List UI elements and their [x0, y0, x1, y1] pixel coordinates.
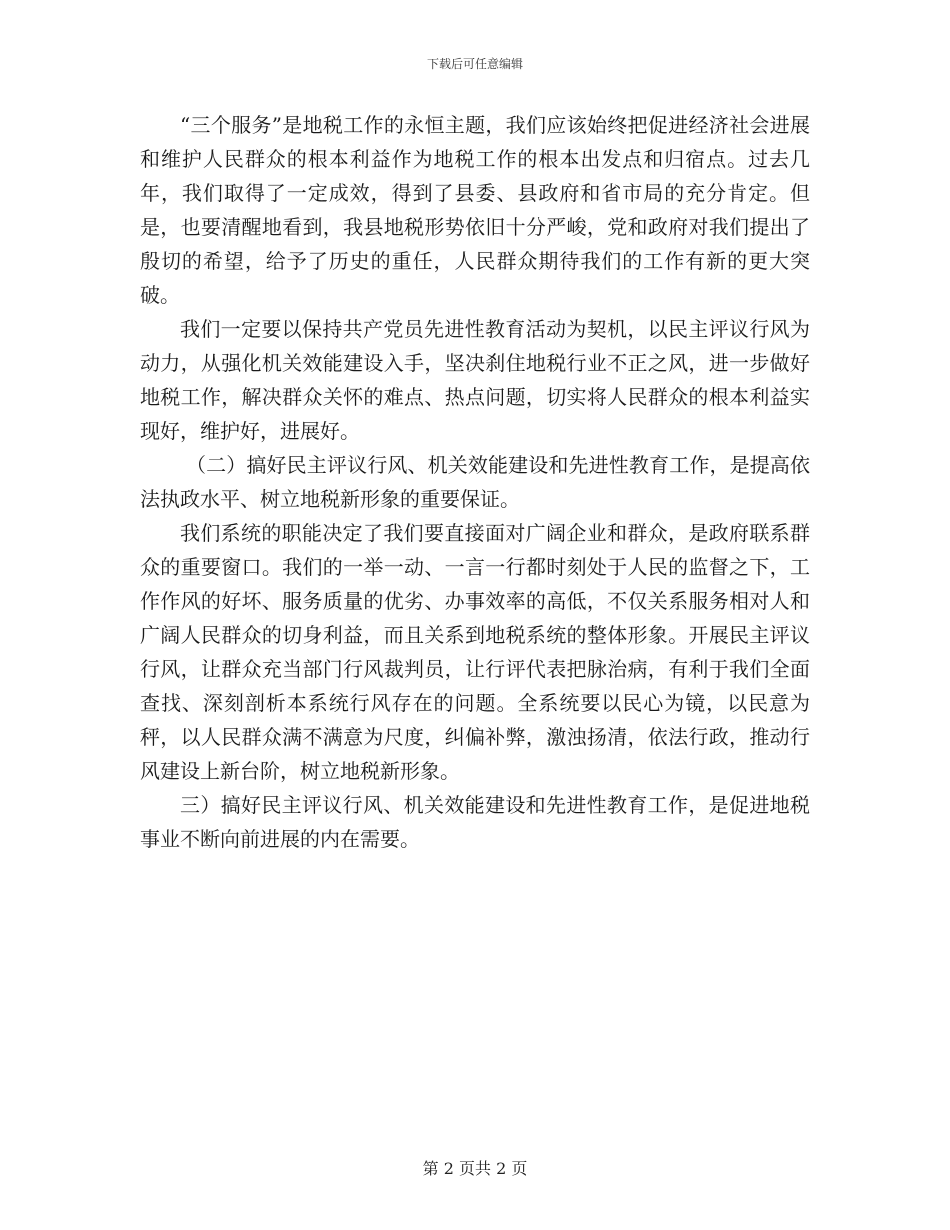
page-footer: 第 2 页共 2 页 [422, 1159, 528, 1178]
section-heading-three: 三）搞好民主评议行风、机关效能建设和先进性教育工作，是促进地税事业不断向前进展的内在需要。 [140, 793, 810, 851]
paragraph-system-functions: 我们系统的职能决定了我们要直接面对广阔企业和群众，是政府联系群众的重要窗口。我们的一举一动、一言一行都时刻处于人民的监督之下，工作作风的好坏、服务质量的优劣、办事效率的高低，不仅关系服务相对人和广阔人民群众的切身利益，而且关系到地税系统的整体形象。开展民主评议行风，让群众充当部门行风裁判员，让行评代表把脉治病，有利于我们全面查找、深刻剖析本系统行风存在的问题。全系统要以民心为镜，以民意为秤，以人民群众满不满意为尺度，纠偏补弊，激浊扬清，依法行政，推动行风建设上新台阶，树立地税新形象。 [140, 521, 810, 783]
document-body [140, 108, 810, 856]
paragraph-three-services: “三个服务”是地税工作的永恒主题，我们应该始终把促进经济社会进展和维护人民群众的根本利益作为地税工作的根本出发点和归宿点。过去几年，我们取得了一定成效，得到了县委、县政府和省市局的充分肯定。但是，也要清醒地看到，我县地税形势依旧十分严峻，党和政府对我们提出了殷切的希望，给予了历史的重任，人民群众期待我们的工作有新的更大突破。 [140, 113, 810, 307]
paragraph-education-activity: 我们一定要以保持共产党员先进性教育活动为契机，以民主评议行风为动力，从强化机关效能建设入手，坚决刹住地税行业不正之风，进一步做好地税工作，解决群众关怀的难点、热点问题，切实将人民群众的根本利益实现好，维护好，进展好。 [140, 317, 810, 443]
section-heading-two: （二）搞好民主评议行风、机关效能建设和先进性教育工作，是提高依法执政水平、树立地税新形象的重要保证。 [140, 453, 810, 511]
page-header: 下载后可任意编辑 [426, 57, 523, 71]
